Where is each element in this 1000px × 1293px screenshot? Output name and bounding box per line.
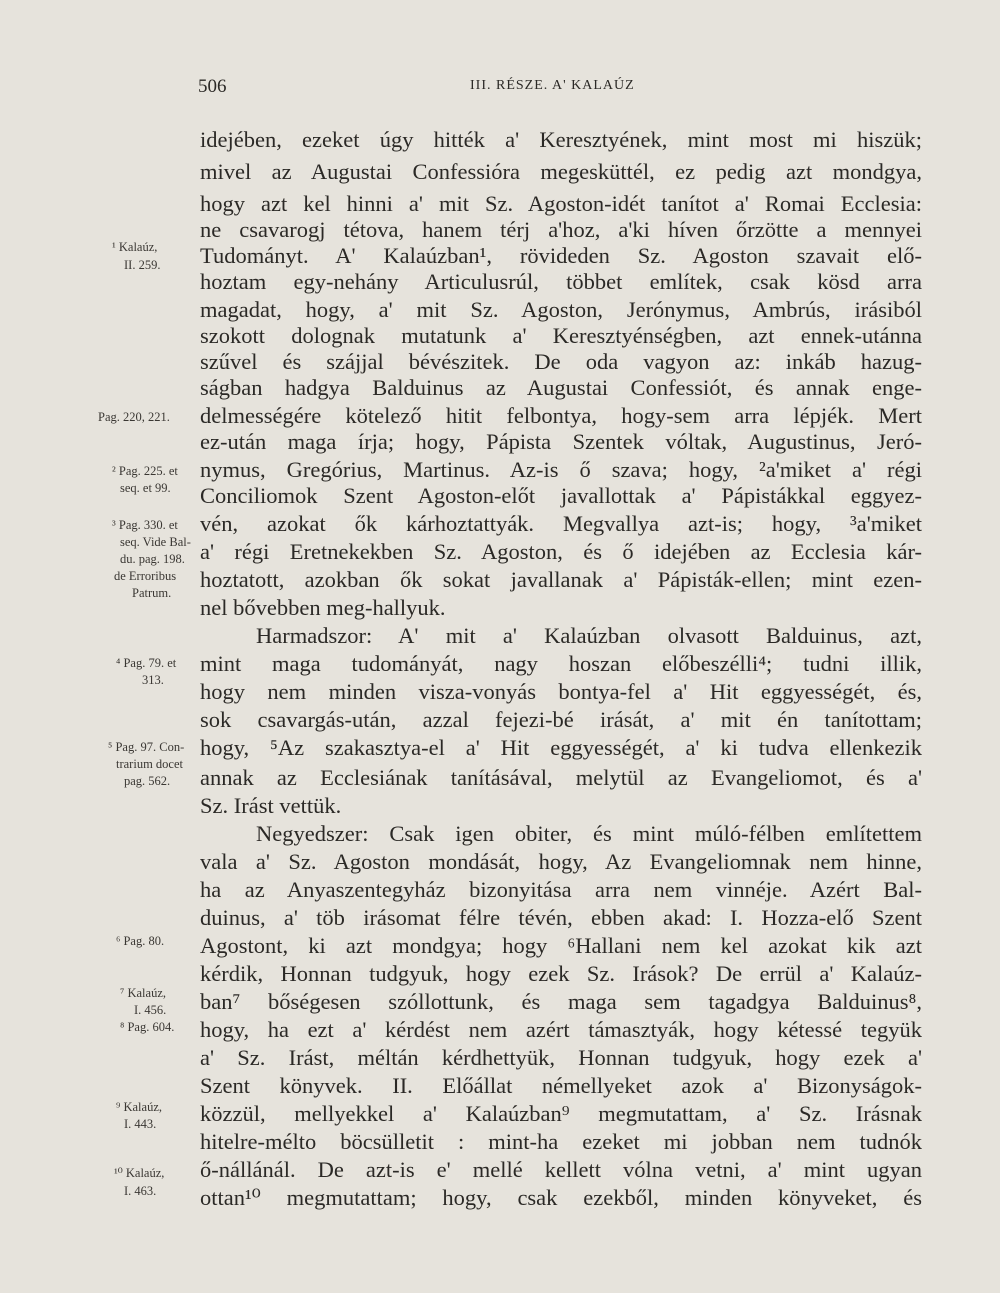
margin-note: Patrum. xyxy=(132,586,172,600)
text-line: hitelre-mélto böcsülletit : mint-ha ezeket mi jobban nem tudnók xyxy=(200,1129,922,1154)
text-line: ottan¹⁰ megmutattam; hogy, csak ezekből, minden könyveket, és xyxy=(200,1185,922,1210)
margin-note: I. 456. xyxy=(134,1003,167,1017)
page-header xyxy=(0,76,1000,100)
margin-note: ⁴ Pag. 79. et xyxy=(116,656,177,670)
text-line: szűvel és szájjal bévészitek. De oda vagyon az: inkáb hazug- xyxy=(200,349,922,374)
page-number: 506 xyxy=(198,76,227,97)
text-line: hoztatott, azokban ők sokat javallanak a' Pápisták-ellen; mint ezen- xyxy=(200,567,922,592)
text-line: duinus, a' töb irásomat félre tévén, ebben akad: I. Hozza-elő Szent xyxy=(200,905,922,930)
text-line: közzül, mellyekkel a' Kalaúzban⁹ megmutattam, a' Sz. Irásnak xyxy=(200,1101,922,1126)
text-line: Negyedszer: Csak igen obiter, és mint múló-félben említettem xyxy=(256,821,922,846)
text-line: hogy, ⁵Az szakasztya-el a' Hit eggyességét, a' ki tudva ellenkezik xyxy=(200,735,922,760)
text-line: mivel az Augustai Confessióra megesküttél, ez pedig azt mondgya, xyxy=(200,159,922,184)
margin-note: ² Pag. 225. et xyxy=(112,464,178,478)
text-line: Tudományt. A' Kalaúzban¹, rövideden Sz. Agoston szavait elő- xyxy=(200,243,922,268)
margin-note: trarium docet xyxy=(116,757,183,771)
margin-note: ⁵ Pag. 97. Con- xyxy=(108,740,185,754)
margin-note: de Erroribus xyxy=(114,569,177,583)
text-line: Conciliomok Szent Agoston-előt javallottak a' Pápistákkal eggyez- xyxy=(200,483,922,508)
text-line: ne csavarogj tétova, hanem térj a'hoz, a'ki híven őrzötte a mennyei xyxy=(200,217,922,242)
margin-note: ³ Pag. 330. et xyxy=(112,518,178,532)
margin-note: ¹⁰ Kalaúz, xyxy=(114,1166,165,1180)
margin-note: seq. et 99. xyxy=(120,481,171,495)
margin-note: II. 259. xyxy=(124,258,161,272)
text-line: Agostont, ki azt mondgya; hogy ⁶Hallani nem kel azokat kik azt xyxy=(200,933,922,958)
margin-note: ¹ Kalaúz, xyxy=(112,240,158,254)
text-line: hogy azt kel hinni a' mit Sz. Agoston-idét tanítot a' Romai Ecclesia: xyxy=(200,191,922,216)
margin-note: I. 443. xyxy=(124,1117,157,1131)
text-line: a' régi Eretnekekben Sz. Agoston, és ő idejében az Ecclesia kár- xyxy=(200,539,922,564)
text-line: ságban hadgya Balduinus az Augustai Confessiót, és annak enge- xyxy=(200,375,922,400)
text-line: sok csavargás-után, azzal fejezi-bé irását, a' mit én tanítottam; xyxy=(200,707,922,732)
margin-note: ⁶ Pag. 80. xyxy=(116,934,165,948)
text-line: vala a' Sz. Agoston mondását, hogy, Az Evangeliomnak nem hinne, xyxy=(200,849,922,874)
margin-note: seq. Vide Bal- xyxy=(120,535,191,549)
text-line: kérdik, Honnan tudgyuk, hogy ezek Sz. Irások? De errül a' Kalaúz- xyxy=(200,961,922,986)
text-line: ban⁷ bőségesen szóllottunk, és maga sem tagadgya Balduinus⁸, xyxy=(200,989,922,1014)
text-line: hogy, ha ezt a' kérdést nem azért támasztyák, hogy kétessé tegyük xyxy=(200,1017,922,1042)
text-line: nymus, Gregórius, Martinus. Az-is ő szava; hogy, ²a'miket a' régi xyxy=(200,457,922,482)
text-line: ha az Anyaszentegyház bizonyitása arra nem vinnéje. Azért Bal- xyxy=(200,877,922,902)
margin-note: ⁷ Kalaúz, xyxy=(120,986,167,1000)
margin-note: du. pag. 198. xyxy=(120,552,185,566)
margin-note: 313. xyxy=(142,673,164,687)
text-line: vén, azokat ők kárhoztattyák. Megvallya azt-is; hogy, ³a'miket xyxy=(200,511,922,536)
text-line: ez-után maga írja; hogy, Pápista Szentek vóltak, Augustinus, Jeró- xyxy=(200,429,922,454)
text-line: mint maga tudományát, nagy hoszan előbeszélli⁴; tudni illik, xyxy=(200,651,922,676)
margin-note: ⁸ Pag. 604. xyxy=(120,1020,175,1034)
margin-note: pag. 562. xyxy=(124,774,171,788)
text-line: a' Sz. Irást, méltán kérdhettyük, Honnan tudgyuk, hogy ezek a' xyxy=(200,1045,922,1070)
text-line: szokott dolognak mutatunk a' Keresztyénségben, azt ennek-utánna xyxy=(200,323,922,348)
text-line: hogy nem minden visza-vonyás bontya-fel a' Hit eggyességét, és, xyxy=(200,679,922,704)
text-line: Sz. Irást vettük. xyxy=(200,793,342,818)
text-line: annak az Ecclesiának tanításával, melytül az Evangeliomot, és a' xyxy=(200,765,922,790)
margin-note: ⁹ Kalaúz, xyxy=(116,1100,163,1114)
text-line: delmességére kötelező hitit felbontya, hogy-sem arra lépjék. Mert xyxy=(200,403,922,428)
text-line: Harmadszor: A' mit a' Kalaúzban olvasott Balduinus, azt, xyxy=(256,623,922,648)
running-head: III. RÉSZE. A' KALAÚZ xyxy=(470,78,635,93)
text-line: ő-nállánál. De azt-is e' mellé kellett vólna vetni, a' mint ugyan xyxy=(200,1157,922,1182)
text-line: Szent könyvek. II. Előállat némellyeket azok a' Bizonyságok- xyxy=(200,1073,922,1098)
text-line: nel bővebben meg-hallyuk. xyxy=(200,595,446,620)
margin-note: Pag. 220, 221. xyxy=(98,410,170,424)
text-line: idejében, ezeket úgy hitték a' Keresztyének, mint most mi hiszük; xyxy=(200,127,922,152)
text-line: hoztam egy-nehány Articulusrúl, többet említek, csak kösd arra xyxy=(200,269,922,294)
text-line: magadat, hogy, a' mit Sz. Agoston, Jerónymus, Ambrús, irásiból xyxy=(200,297,922,322)
margin-note: I. 463. xyxy=(124,1184,157,1198)
